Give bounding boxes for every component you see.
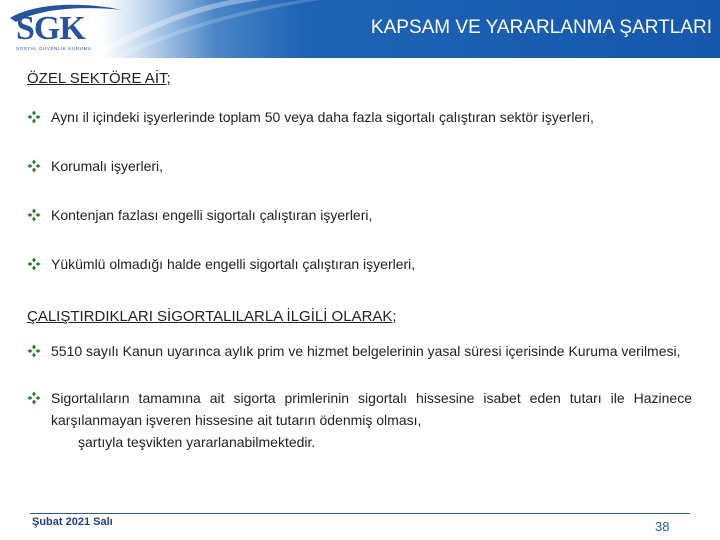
diamond-bullet-icon bbox=[27, 159, 41, 173]
diamond-bullet-icon bbox=[27, 110, 41, 124]
list-item bbox=[27, 106, 692, 128]
list-item-text: Sigortalıların tamamına ait sigorta primlerinin sigortalı hissesine isabet eden tutarı ile Hazinece karşılanmayan işveren hissesine ait tutarın ödenmiş olması, bbox=[51, 390, 692, 428]
page-title: KAPSAM VE YARARLANMA ŞARTLARI bbox=[370, 17, 712, 38]
diamond-bullet-icon bbox=[27, 257, 41, 271]
footer-date: Şubat 2021 Salı bbox=[32, 516, 113, 528]
list-item bbox=[27, 253, 692, 275]
list-item-text: Yükümlü olmadığı halde engelli sigortalı çalıştıran işyerleri, bbox=[51, 256, 416, 272]
section-heading-private-sector: ÖZEL SEKTÖRE AİT; bbox=[27, 70, 171, 87]
list-item-text: Kontenjan fazlası engelli sigortalı çalıştıran işyerleri, bbox=[51, 207, 373, 223]
logo-subtitle: SOSYAL GÜVENLİK KURUMU bbox=[16, 46, 92, 51]
list-item bbox=[27, 340, 692, 362]
diamond-bullet-icon bbox=[27, 391, 41, 405]
diamond-bullet-icon bbox=[27, 344, 41, 358]
list-item bbox=[27, 155, 692, 177]
footer-divider bbox=[30, 513, 690, 514]
header-banner bbox=[0, 0, 720, 58]
list-item-text: Aynı il içindeki işyerlerinde toplam 50 veya daha fazla sigortalı çalıştıran sektör işyerleri, bbox=[51, 109, 594, 125]
logo-text: SGK bbox=[16, 10, 85, 47]
diamond-bullet-icon bbox=[27, 208, 41, 222]
closing-text: şartıyla teşvikten yararlanabilmektedir. bbox=[78, 434, 316, 450]
list-item-text: 5510 sayılı Kanun uyarınca aylık prim ve hizmet belgelerinin yasal süresi içerisinde Kuruma verilmesi, bbox=[51, 343, 681, 359]
section-heading-insured: ÇALIŞTIRDIKLARI SİGORTALILARLA İLGİLİ OLARAK; bbox=[27, 308, 397, 325]
list-item bbox=[27, 387, 692, 431]
list-item-text: Korumalı işyerleri, bbox=[51, 158, 164, 174]
list-item bbox=[27, 204, 692, 226]
page-number: 38 bbox=[655, 519, 670, 534]
